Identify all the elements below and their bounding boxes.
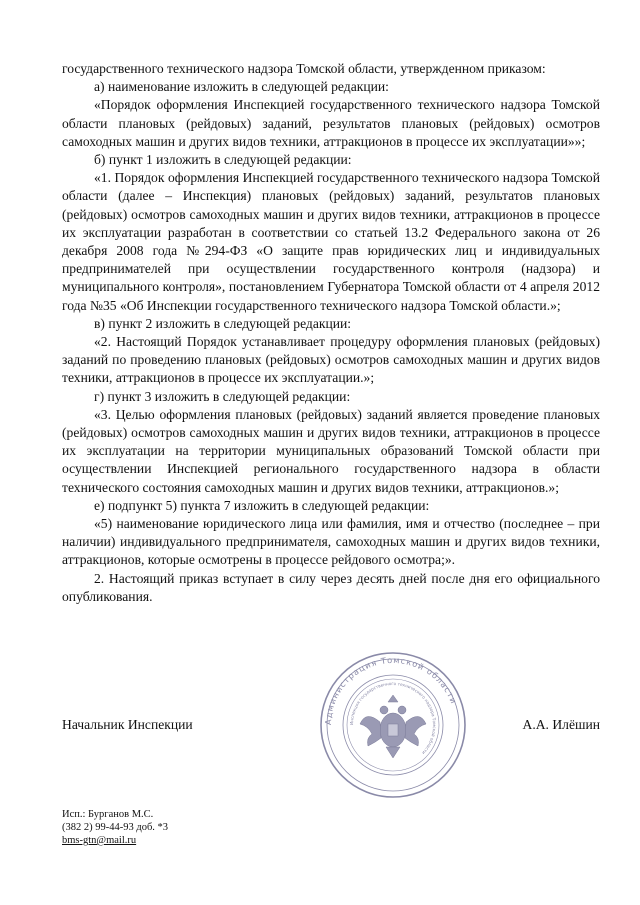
paragraph-quote-point-1: «1. Порядок оформления Инспекцией государственного технического надзора Томской области (далее – Инспекция) плановых (рейдовых) заданий, результатов плановых (рейдовых) осмотров самоходных машин и других видов техники, аттракционов в процессе их эксплуатации разработан в соответствии со статьей 13.2 Федерального закона от 26 декабря 2008 года №294-ФЗ «О защите прав юридических лиц и индивидуальных предпринимателей при осуществлении государственного контроля (надзора) и муниципального контроля», постановлением Губернатора Томской области от 4 апреля 2012 года №35 «Об Инспекции государственного технического надзора Томской области.»; — [62, 170, 600, 313]
document-body — [62, 60, 600, 606]
paragraph-quote-title: «Порядок оформления Инспекцией государственного технического надзора Томской области плановых (рейдовых) заданий, результатов плановых (рейдовых) осмотров самоходных машин и других видов техники, аттракционов в процессе их эксплуатации»»; — [62, 97, 600, 149]
paragraph-continuation: государственного технического надзора Томской области, утвержденном приказом: — [62, 61, 546, 76]
signatory-title: Начальник Инспекции — [62, 717, 193, 732]
paragraph-quote-point-3: «3. Целью оформления плановых (рейдовых) заданий является проведение плановых (рейдовых) осмотров самоходных машин и других видов техники, аттракционов в процессе их эксплуатации на территории муниципальных образований Томской области при осуществлении Инспекцией регионального государственного надзора в области технического состояния самоходных машин и других видов техники, аттракционов.»; — [62, 406, 600, 495]
executor-name: Исп.: Бурганов М.С. — [62, 809, 154, 820]
paragraph-item-e: е) подпункт 5) пункта 7 изложить в следующей редакции: — [94, 497, 430, 513]
paragraph-effective-date: 2. Настоящий приказ вступает в силу через десять дней после дня его официального опубликования. — [62, 570, 600, 604]
paragraph-item-v: в) пункт 2 изложить в следующей редакции: — [94, 315, 352, 331]
executor-email-link[interactable]: bms-gtn@mail.ru — [62, 835, 137, 846]
paragraph-item-b: б) пункт 1 изложить в следующей редакции: — [94, 152, 352, 168]
signature-row — [62, 717, 600, 737]
executor-block — [62, 808, 168, 847]
paragraph-quote-point-2: «2. Настоящий Порядок устанавливает процедуру оформления плановых (рейдовых) заданий по проведению плановых (рейдовых) осмотров самоходных машин и других видов техники, аттракционов в процессе их эксплуатации.»; — [62, 334, 600, 386]
paragraph-item-a: а) наименование изложить в следующей редакции: — [94, 79, 389, 95]
paragraph-quote-subpoint-5: «5) наименование юридического лица или фамилия, имя и отчество (последнее – при наличии) индивидуального предпринимателя, самоходных машин и других видов техники, аттракционов, которые осмотрены в процессе рейдового осмотра;». — [62, 516, 600, 568]
seal-outer-text: Администрация Томской области — [322, 654, 460, 726]
signatory-name: А.А. Илёшин — [522, 717, 600, 732]
seal-inner-text: Инспекция государственного технического надзора Томской области — [348, 680, 438, 756]
executor-phone: (382 2) 99-44-93 доб. *3 — [62, 822, 169, 833]
paragraph-item-g: г) пункт 3 изложить в следующей редакции: — [94, 388, 351, 404]
